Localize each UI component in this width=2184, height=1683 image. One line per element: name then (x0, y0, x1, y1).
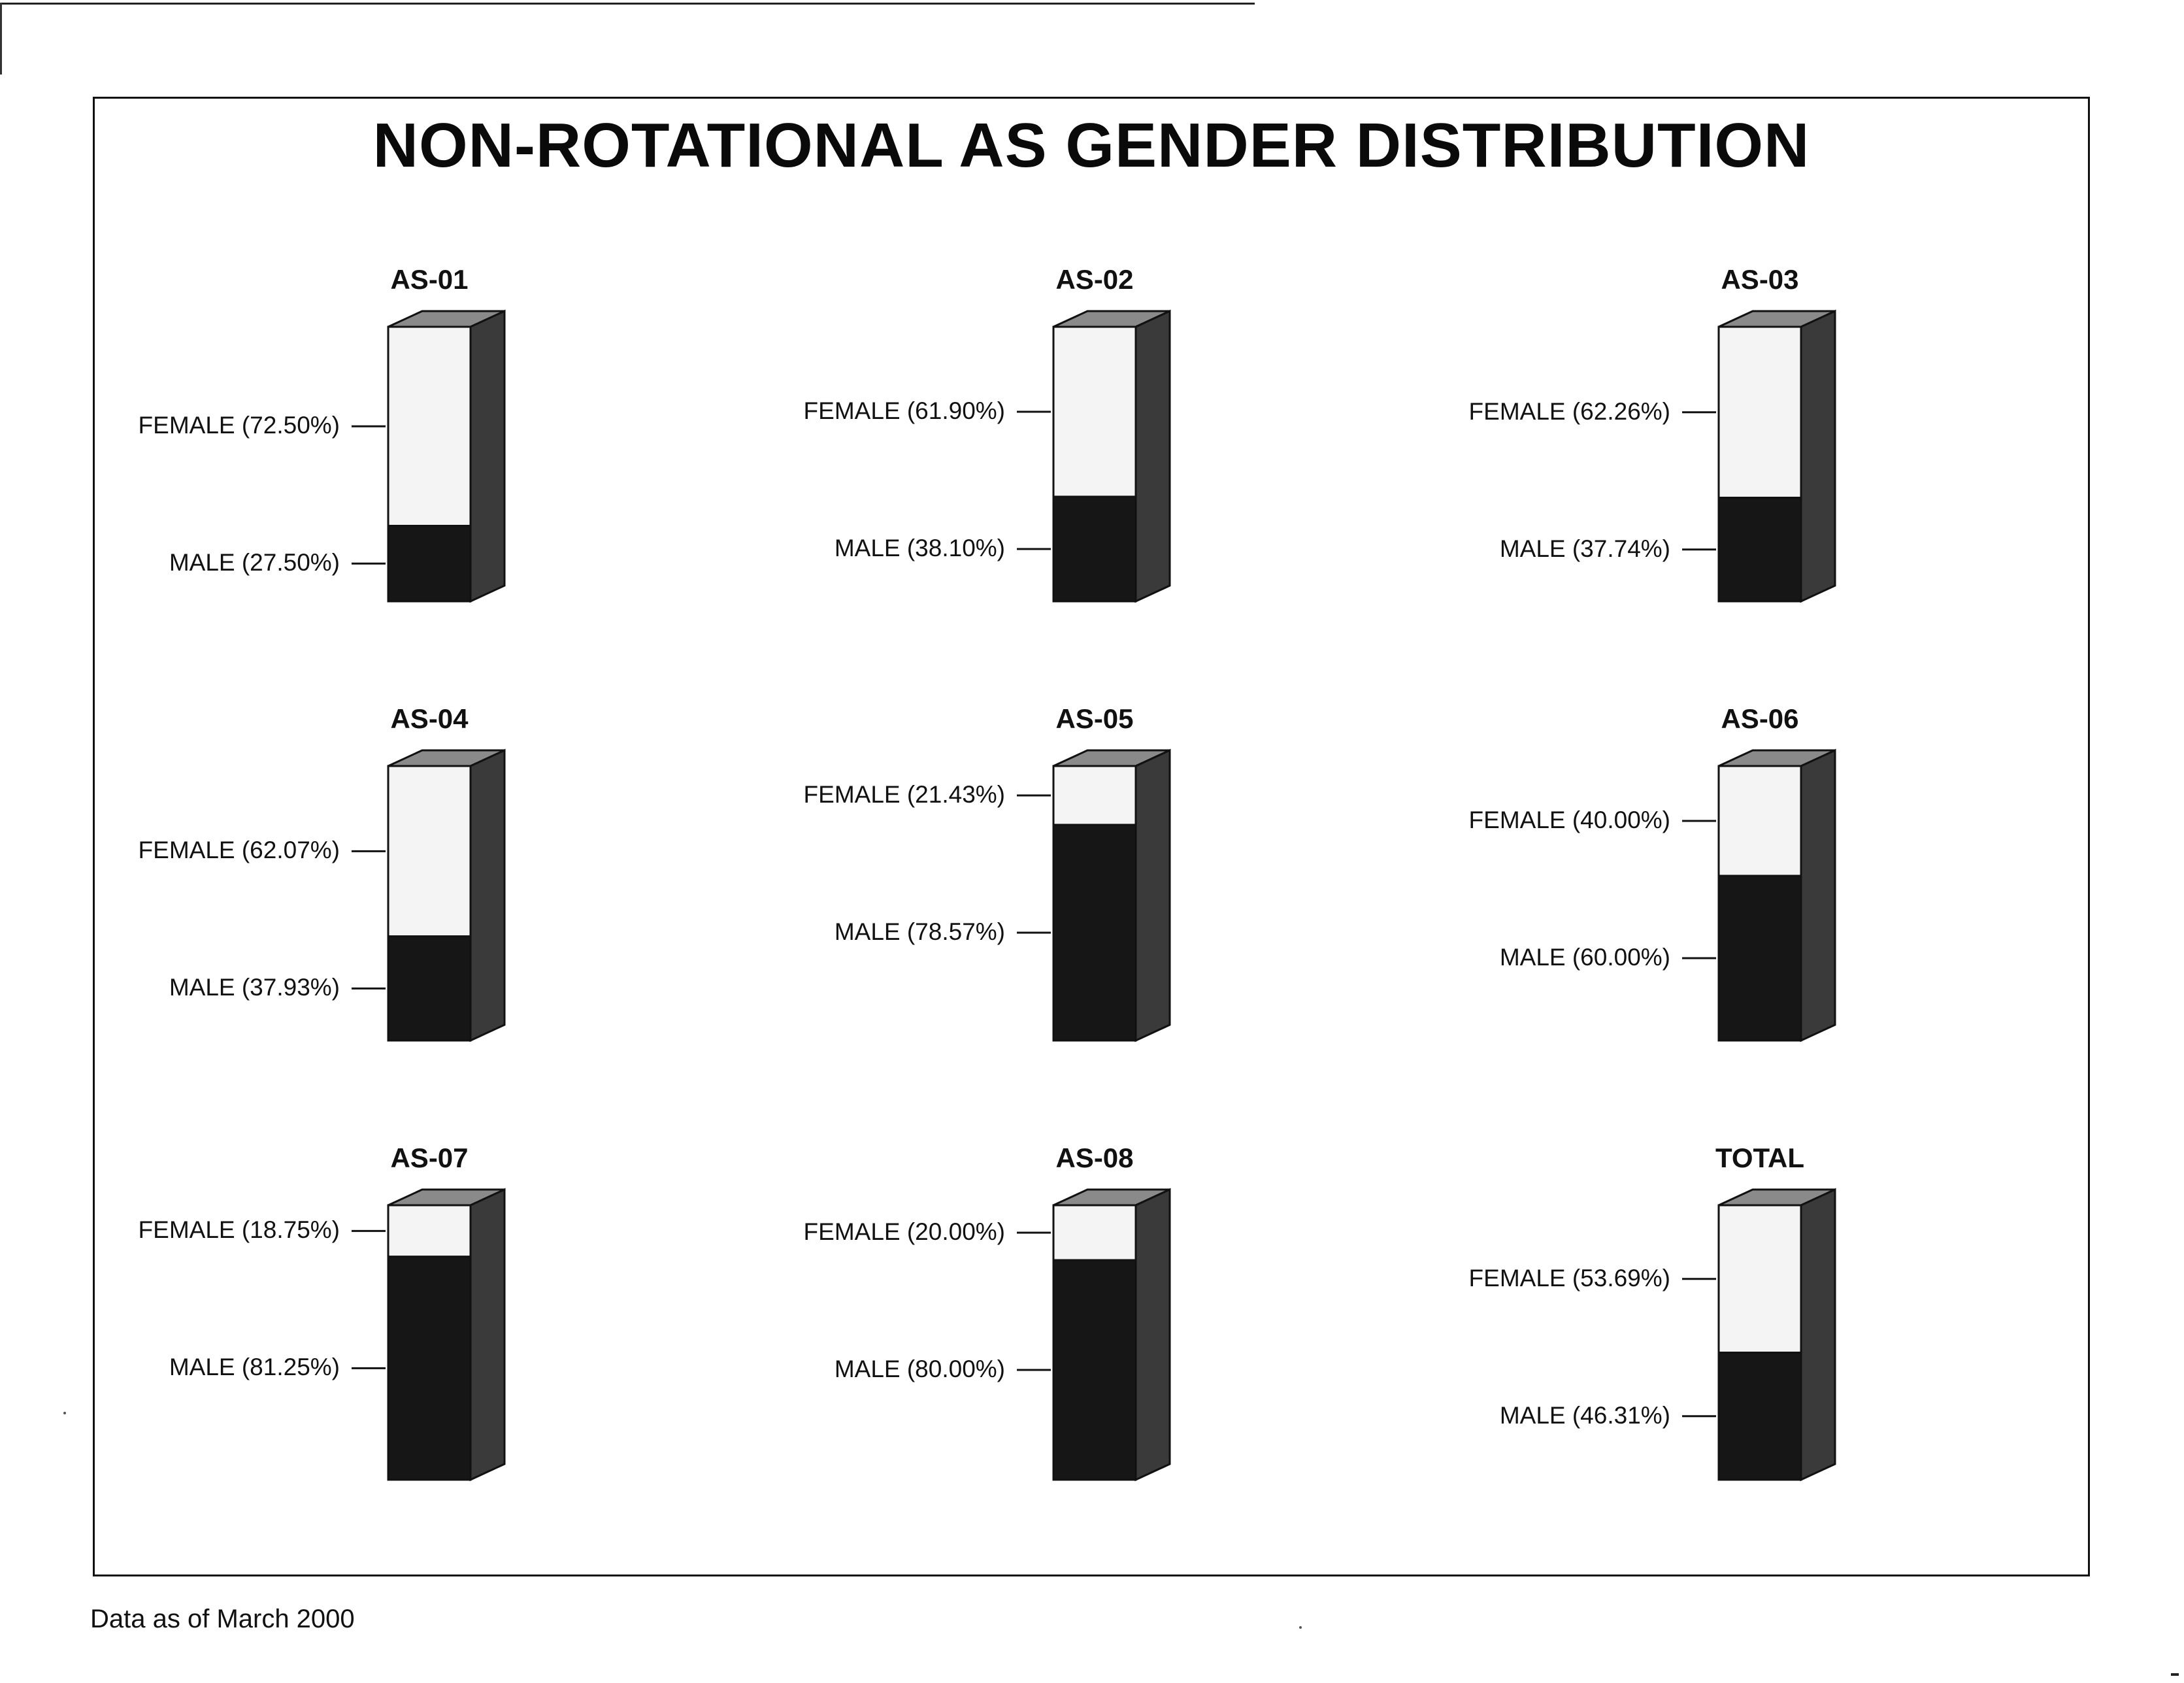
chart-title: TOTAL (1715, 1142, 1805, 1173)
bar-segment-male (1053, 1260, 1136, 1480)
bar-3d (1423, 688, 2089, 1093)
scan-edge-left (0, 3, 2, 75)
male-label: MALE (27.50%) (169, 549, 340, 576)
chart-panel-3 (1423, 248, 2089, 673)
chart-panel-5 (758, 688, 1423, 1112)
bar-3d (758, 688, 1423, 1093)
scan-speck (1299, 1626, 1302, 1629)
bar-segment-female (1053, 766, 1136, 825)
scan-mark (2171, 1673, 2179, 1676)
bar-segment-female (388, 766, 471, 937)
bar-side-face (1801, 750, 1835, 1041)
male-label: MALE (37.74%) (1499, 535, 1670, 562)
male-label: MALE (46.31%) (1499, 1401, 1670, 1429)
chart-title: AS-07 (390, 1142, 469, 1173)
bar-3d (93, 688, 758, 1093)
scan-speck (63, 1412, 66, 1414)
bar-side-face (471, 1190, 505, 1480)
female-label: FEMALE (21.43%) (803, 781, 1005, 808)
bar-segment-male (388, 526, 471, 602)
bar-segment-female (388, 327, 471, 526)
chart-panel-8 (758, 1127, 1423, 1552)
bar-segment-male (1719, 497, 1801, 601)
chart-title: AS-03 (1721, 264, 1799, 295)
bar-segment-male (1053, 825, 1136, 1041)
male-label: MALE (60.00%) (1499, 944, 1670, 971)
male-label: MALE (37.93%) (169, 974, 340, 1001)
chart-panel-7 (93, 1127, 758, 1552)
bar-3d (758, 1127, 1423, 1532)
male-label: MALE (81.25%) (169, 1354, 340, 1381)
chart-title: AS-02 (1055, 264, 1134, 295)
bar-segment-female (388, 1205, 471, 1257)
bar-side-face (1801, 311, 1835, 601)
female-label: FEMALE (62.26%) (1468, 397, 1670, 425)
male-label: MALE (80.00%) (834, 1356, 1005, 1382)
female-label: FEMALE (61.90%) (803, 397, 1005, 424)
chart-panel-4 (93, 688, 758, 1112)
chart-title: AS-01 (390, 264, 469, 295)
chart-title: AS-08 (1055, 1142, 1134, 1173)
bar-3d (1423, 248, 2089, 654)
female-label: FEMALE (20.00%) (803, 1218, 1005, 1245)
bar-segment-female (1719, 1205, 1801, 1352)
female-label: FEMALE (62.07%) (138, 837, 340, 864)
chart-title: AS-06 (1721, 703, 1799, 734)
bar-3d (93, 1127, 758, 1532)
bar-side-face (1136, 311, 1170, 601)
chart-title: AS-05 (1055, 703, 1134, 734)
bar-segment-female (1719, 766, 1801, 876)
stacked-bar-grid (93, 248, 2090, 1523)
chart-panel-6 (1423, 688, 2089, 1112)
bar-3d (1423, 1127, 2089, 1532)
page-title: NON-ROTATIONAL AS GENDER DISTRIBUTION (372, 110, 1810, 180)
bar-segment-male (1719, 876, 1801, 1041)
bar-side-face (1801, 1190, 1835, 1480)
data-footnote: Data as of March 2000 (90, 1605, 355, 1633)
female-label: FEMALE (53.69%) (1468, 1264, 1670, 1291)
female-label: FEMALE (40.00%) (1468, 807, 1670, 833)
bar-segment-male (1719, 1352, 1801, 1480)
male-label: MALE (78.57%) (834, 918, 1005, 945)
bar-side-face (471, 311, 505, 601)
female-label: FEMALE (72.50%) (138, 412, 340, 439)
bar-3d (93, 248, 758, 654)
bar-segment-male (388, 937, 471, 1041)
bar-segment-female (1719, 327, 1801, 497)
bar-side-face (471, 750, 505, 1041)
chart-panel-9 (1423, 1127, 2089, 1552)
bar-3d (758, 248, 1423, 654)
chart-panel-2 (758, 248, 1423, 673)
chart-title: AS-04 (390, 703, 469, 734)
bar-segment-male (1053, 497, 1136, 601)
bar-segment-female (1053, 327, 1136, 497)
bar-segment-male (388, 1257, 471, 1480)
bar-segment-female (1053, 1205, 1136, 1260)
female-label: FEMALE (18.75%) (138, 1216, 340, 1244)
male-label: MALE (38.10%) (834, 534, 1005, 561)
bar-side-face (1136, 1190, 1170, 1480)
scan-edge-top (0, 3, 1255, 5)
bar-side-face (1136, 750, 1170, 1041)
chart-panel-1 (93, 248, 758, 673)
